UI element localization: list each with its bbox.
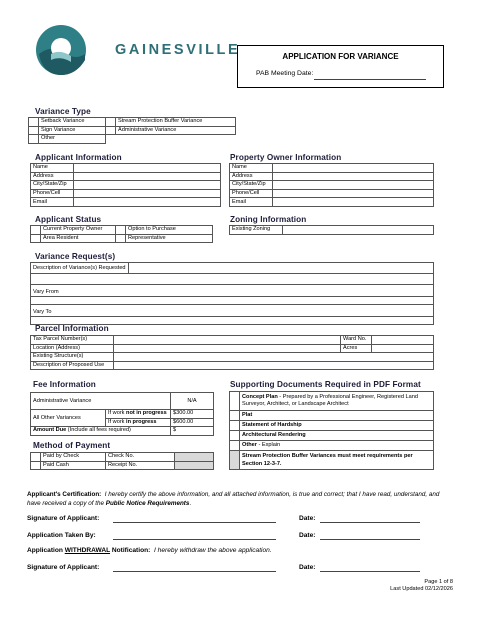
owner-phone-input[interactable] <box>273 189 434 198</box>
certification-text: Applicant's Certification: I hereby certify the above information, and all attached information, is true and correct; that I have read, understand, and have received a copy of the Public Notice Requirements. <box>27 491 440 507</box>
logo-mark-icon <box>35 24 87 76</box>
logo-text: GAINESVILLE <box>115 42 241 58</box>
checkbox-representative[interactable] <box>116 234 126 243</box>
pab-meeting-label: PAB Meeting Date: <box>256 70 314 77</box>
stream-note-marker <box>230 451 240 470</box>
owner-city-input[interactable] <box>273 181 434 190</box>
applicant-status-title: Applicant Status <box>35 215 102 224</box>
field-label: Name <box>31 164 74 173</box>
owner-name-input[interactable] <box>273 164 434 173</box>
applicant-status-table <box>30 225 213 243</box>
withdrawal-signature-label: Signature of Applicant: <box>27 564 100 571</box>
variance-request-title: Variance Request(s) <box>35 252 116 261</box>
checkbox-current-owner[interactable] <box>31 226 41 235</box>
documents-table <box>229 391 434 470</box>
field-label: Location (Address) <box>31 344 114 353</box>
withdrawal-notification: Application WITHDRAWAL Notification: I hereby withdraw the above application. <box>27 547 272 554</box>
taken-by-field[interactable] <box>113 539 276 540</box>
checkbox-paid-check[interactable] <box>31 453 41 462</box>
option-label: Representative <box>126 234 213 243</box>
field-label: Phone/Cell <box>31 189 74 198</box>
field-label: City/State/Zip <box>230 181 273 190</box>
amount-due-label: Amount Due (Include all fees required) <box>31 427 171 436</box>
field-label: Address <box>230 172 273 181</box>
owner-email-input[interactable] <box>273 198 434 207</box>
concept-plan-label: Concept Plan - Prepared by a Professional Engineer, Registered Land Surveyor, Architect, or Landscape Architect <box>240 392 434 411</box>
field-label: Name <box>230 164 273 173</box>
receipt-no-input[interactable] <box>175 461 214 470</box>
option-label: Current Property Owner <box>41 226 116 235</box>
field-label: Email <box>230 198 273 207</box>
plat-label: Plat <box>240 411 434 421</box>
checkbox-stream-buffer[interactable] <box>106 118 116 127</box>
date-label: Date: <box>299 515 316 522</box>
option-label: Area Resident <box>41 234 116 243</box>
date-field-2[interactable] <box>320 539 420 540</box>
checkbox-other[interactable] <box>29 135 39 144</box>
applicant-city-input[interactable] <box>74 181 221 190</box>
variance-type-title: Variance Type <box>35 107 91 116</box>
field-label: Existing Zoning <box>230 226 283 235</box>
tax-parcel-input[interactable] <box>114 336 341 345</box>
checkbox-rendering[interactable] <box>230 431 240 441</box>
field-label: Description of Proposed Use <box>31 361 114 370</box>
signature-applicant-field[interactable] <box>113 522 276 523</box>
amount-due-input[interactable]: $ <box>171 427 214 436</box>
vary-to-label[interactable]: Vary To <box>31 305 434 317</box>
ward-label: Ward No. <box>341 336 372 345</box>
applicant-address-input[interactable] <box>74 172 221 181</box>
applicant-name-input[interactable] <box>74 164 221 173</box>
other-variances-label: All Other Variances <box>31 410 106 427</box>
not-in-progress-label: If work not in progress <box>106 410 171 419</box>
vary-from-label[interactable]: Vary From <box>31 285 434 297</box>
signature-applicant-label: Signature of Applicant: <box>27 515 100 522</box>
applicant-email-input[interactable] <box>74 198 221 207</box>
existing-structures-input[interactable] <box>114 353 434 362</box>
check-no-label: Check No. <box>106 453 175 462</box>
pab-meeting-date-field[interactable] <box>314 79 426 80</box>
checkbox-plat[interactable] <box>230 411 240 421</box>
fee-title: Fee Information <box>33 380 96 389</box>
withdrawal-signature-field[interactable] <box>113 571 276 572</box>
applicant-phone-input[interactable] <box>74 189 221 198</box>
header-box <box>237 45 444 88</box>
field-label: Address <box>31 172 74 181</box>
documents-title: Supporting Documents Required in PDF Format <box>230 380 421 389</box>
option-label: Other <box>39 135 106 144</box>
checkbox-other-doc[interactable] <box>230 441 240 451</box>
check-no-input[interactable] <box>175 453 214 462</box>
checkbox-area-resident[interactable] <box>31 234 41 243</box>
payment-title: Method of Payment <box>33 441 111 450</box>
page-number: Page 1 of 8 <box>424 579 453 585</box>
fee-table <box>30 392 214 436</box>
other-doc-label: Other - Explain <box>240 441 434 451</box>
existing-zoning-input[interactable] <box>283 226 434 235</box>
date-label: Date: <box>299 532 316 539</box>
payment-label: Paid by Check <box>41 453 106 462</box>
zoning-title: Zoning Information <box>230 215 307 224</box>
checkbox-paid-cash[interactable] <box>31 461 41 470</box>
checkbox-administrative[interactable] <box>106 126 116 135</box>
admin-variance-label: Administrative Variance <box>31 393 171 410</box>
payment-label: Paid Cash <box>41 461 106 470</box>
variance-description-extra[interactable] <box>31 274 434 285</box>
parcel-title: Parcel Information <box>35 324 109 333</box>
admin-variance-fee: N/A <box>171 393 214 410</box>
applicant-info-table <box>30 163 221 207</box>
taken-by-label: Application Taken By: <box>27 532 96 539</box>
date-field-3[interactable] <box>320 571 420 572</box>
city-logo <box>35 24 241 76</box>
option-label: Setback Variance <box>39 118 106 127</box>
checkbox-concept-plan[interactable] <box>230 392 240 411</box>
field-label: Phone/Cell <box>230 189 273 198</box>
variance-request-table <box>30 262 434 325</box>
owner-info-table <box>229 163 434 207</box>
form-title: APPLICATION FOR VARIANCE <box>282 52 399 61</box>
in-progress-label: If work in progress <box>106 418 171 427</box>
field-label: Description of Variance(s) Requested <box>31 263 129 274</box>
checkbox-setback[interactable] <box>29 118 39 127</box>
checkbox-sign[interactable] <box>29 126 39 135</box>
variance-description-input[interactable] <box>128 263 433 274</box>
owner-info-title: Property Owner Information <box>230 153 342 162</box>
date-label: Date: <box>299 564 316 571</box>
option-label: Option to Purchase <box>126 226 213 235</box>
not-in-progress-fee: $300.00 <box>171 410 214 419</box>
field-label: Tax Parcel Number(s) <box>31 336 114 345</box>
last-updated: Last Updated 02/12/2026 <box>390 586 453 592</box>
receipt-no-label: Receipt No. <box>106 461 175 470</box>
date-field-1[interactable] <box>320 522 420 523</box>
in-progress-fee: $600.00 <box>171 418 214 427</box>
proposed-use-input[interactable] <box>114 361 434 370</box>
checkbox-hardship[interactable] <box>230 421 240 431</box>
option-label: Stream Protection Buffer Variance <box>116 118 236 127</box>
zoning-table <box>229 225 434 235</box>
parcel-table <box>30 335 434 370</box>
owner-address-input[interactable] <box>273 172 434 181</box>
applicant-info-title: Applicant Information <box>35 153 122 162</box>
rendering-label: Architectural Rendering <box>240 431 434 441</box>
option-label: Sign Variance <box>39 126 106 135</box>
field-label: City/State/Zip <box>31 181 74 190</box>
field-label: Existing Structure(s) <box>31 353 114 362</box>
ward-input[interactable] <box>372 336 434 345</box>
payment-table <box>30 452 214 470</box>
acres-input[interactable] <box>372 344 434 353</box>
option-label: Administrative Variance <box>116 126 236 135</box>
checkbox-option-purchase[interactable] <box>116 226 126 235</box>
location-input[interactable] <box>114 344 341 353</box>
vary-from-extra[interactable] <box>31 297 434 305</box>
acres-label: Acres <box>341 344 372 353</box>
stream-note: Stream Protection Buffer Variances must meet requirements per Section 12-3-7. <box>240 451 434 470</box>
hardship-label: Statement of Hardship <box>240 421 434 431</box>
field-label: Email <box>31 198 74 207</box>
variance-type-table <box>28 117 236 144</box>
